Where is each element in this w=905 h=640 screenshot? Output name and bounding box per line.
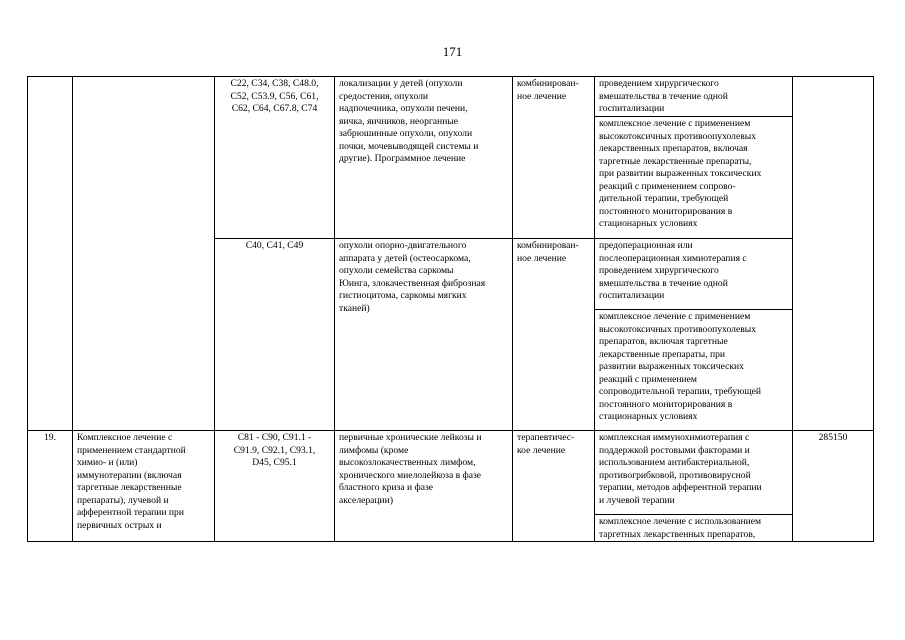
treatment-method-cell: комплексное лечение с применением высокотоксичных противоопухолевых препаратов, включая таргетные лекарственные препараты, при развитии выраженных токсических реакций с применением сопроводительной терапии, требующей постоянного мониторирования в стационарных условиях	[595, 310, 793, 431]
price-cell: 285150	[793, 431, 874, 542]
price-cell	[793, 77, 874, 431]
treatment-method-cell: комплексное лечение с использованием таргетных лекарственных препаратов,	[595, 515, 793, 542]
table-row	[28, 431, 874, 515]
treatment-method-cell: проведением хирургического вмешательства в течение одной госпитализации	[595, 77, 793, 117]
treatment-type-cell: терапевтичес- кое лечение	[513, 431, 595, 542]
row-number-cell	[28, 77, 73, 431]
patient-model-cell: локализации у детей (опухоли средостения, опухоли надпочечника, опухоли печени, яичка, яичников, неорганные забрюшинные опухоли, опухоли почки, мочевыводящей системы и другие). Программное лечение	[335, 77, 513, 239]
treatment-method-cell: предоперационная или послеоперационная химиотерапия с проведением хирургического вмешательства в течение одной госпитализации	[595, 239, 793, 310]
row-number-cell: 19.	[28, 431, 73, 542]
icd-codes-cell: C22, C34, C38, C48.0, C52, C53.9, C56, C61, C62, C64, C67.8, C74	[215, 77, 335, 239]
treatment-type-cell: комбинирован- ное лечение	[513, 77, 595, 239]
care-type-cell: Комплексное лечение с применением стандартной химио- и (или) иммунотерапии (включая таргетные лекарственные препараты), лучевой и афферентной терапии при первичных острых и	[73, 431, 215, 542]
treatment-method-cell: комплексное лечение с применением высокотоксичных противоопухолевых лекарственных препаратов, включая таргетные лекарственные препараты, при развитии выраженных токсических реакций с применением сопрово- дительной терапии, требующей постоянного мониторирования в стационарных условиях	[595, 117, 793, 239]
treatment-type-cell: комбинирован- ное лечение	[513, 239, 595, 431]
care-type-cell	[73, 77, 215, 431]
medical-care-table	[27, 76, 874, 542]
page-number: 171	[442, 44, 463, 59]
treatment-method-cell: комплексная иммунохимиотерапия с поддержкой ростовыми факторами и использованием антибактериальной, противогрибковой, противовирусной терапии, методов афферентной терапии и лучевой терапии	[595, 431, 793, 515]
icd-codes-cell: C40, C41, C49	[215, 239, 335, 431]
patient-model-cell: опухоли опорно-двигательного аппарата у детей (остеосаркома, опухоли семейства саркомы Юинга, злокачественная фиброзная гистиоцитома, саркомы мягких тканей)	[335, 239, 513, 431]
table-row	[28, 77, 874, 117]
patient-model-cell: первичные хронические лейкозы и лимфомы (кроме высокозлокачественных лимфом, хронического миелолейкоза в фазе бластного криза и фазе акселерации)	[335, 431, 513, 542]
icd-codes-cell: C81 - C90, C91.1 - C91.9, C92.1, C93.1, D45, C95.1	[215, 431, 335, 542]
